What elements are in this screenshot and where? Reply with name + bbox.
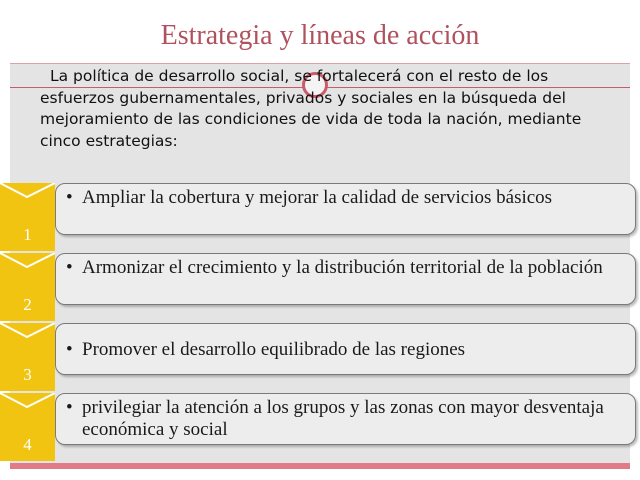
- bullet-icon: •: [66, 187, 73, 208]
- slide-title: Estrategia y líneas de acción: [160, 19, 480, 51]
- strategy-item-4: [0, 393, 640, 453]
- strategy-number-box: [0, 183, 55, 251]
- strategy-item-1: [0, 183, 640, 243]
- strategy-number-box: [0, 393, 55, 461]
- strategy-number: 4: [23, 435, 32, 454]
- strategy-text: privilegiar la atención a los grupos y las zonas con mayor desventaja económica y social: [82, 397, 604, 440]
- strategy-text: Promover el desarrollo equilibrado de las regiones: [82, 339, 466, 360]
- title-bar: [10, 8, 630, 64]
- strategy-number: 2: [23, 295, 32, 314]
- bullet-icon: •: [66, 257, 73, 278]
- strategy-card: [55, 393, 636, 445]
- intro-paragraph: La política de desarrollo social, se fortalecerá con el resto de los esfuerzos gubernamentales, privados y sociales en la búsqueda del mejoramiento de las condiciones de vida de toda la nación, mediante cinco estrategias:: [40, 67, 582, 150]
- strategy-card: [55, 253, 636, 305]
- strategy-text: Ampliar la cobertura y mejorar la calidad de servicios básicos: [82, 187, 553, 208]
- strategy-number: 1: [23, 225, 32, 244]
- strategy-card: [55, 323, 636, 375]
- strategy-number-box: [0, 253, 55, 321]
- bullet-icon: •: [66, 339, 73, 360]
- strategy-item-2: [0, 253, 640, 313]
- strategy-number: 3: [23, 365, 32, 384]
- strategy-text: Armonizar el crecimiento y la distribución territorial de la población: [82, 257, 603, 278]
- strategy-number-box: [0, 323, 55, 391]
- strategy-item-3: [0, 323, 640, 383]
- strategy-card: [55, 183, 636, 235]
- bullet-icon: •: [66, 397, 73, 418]
